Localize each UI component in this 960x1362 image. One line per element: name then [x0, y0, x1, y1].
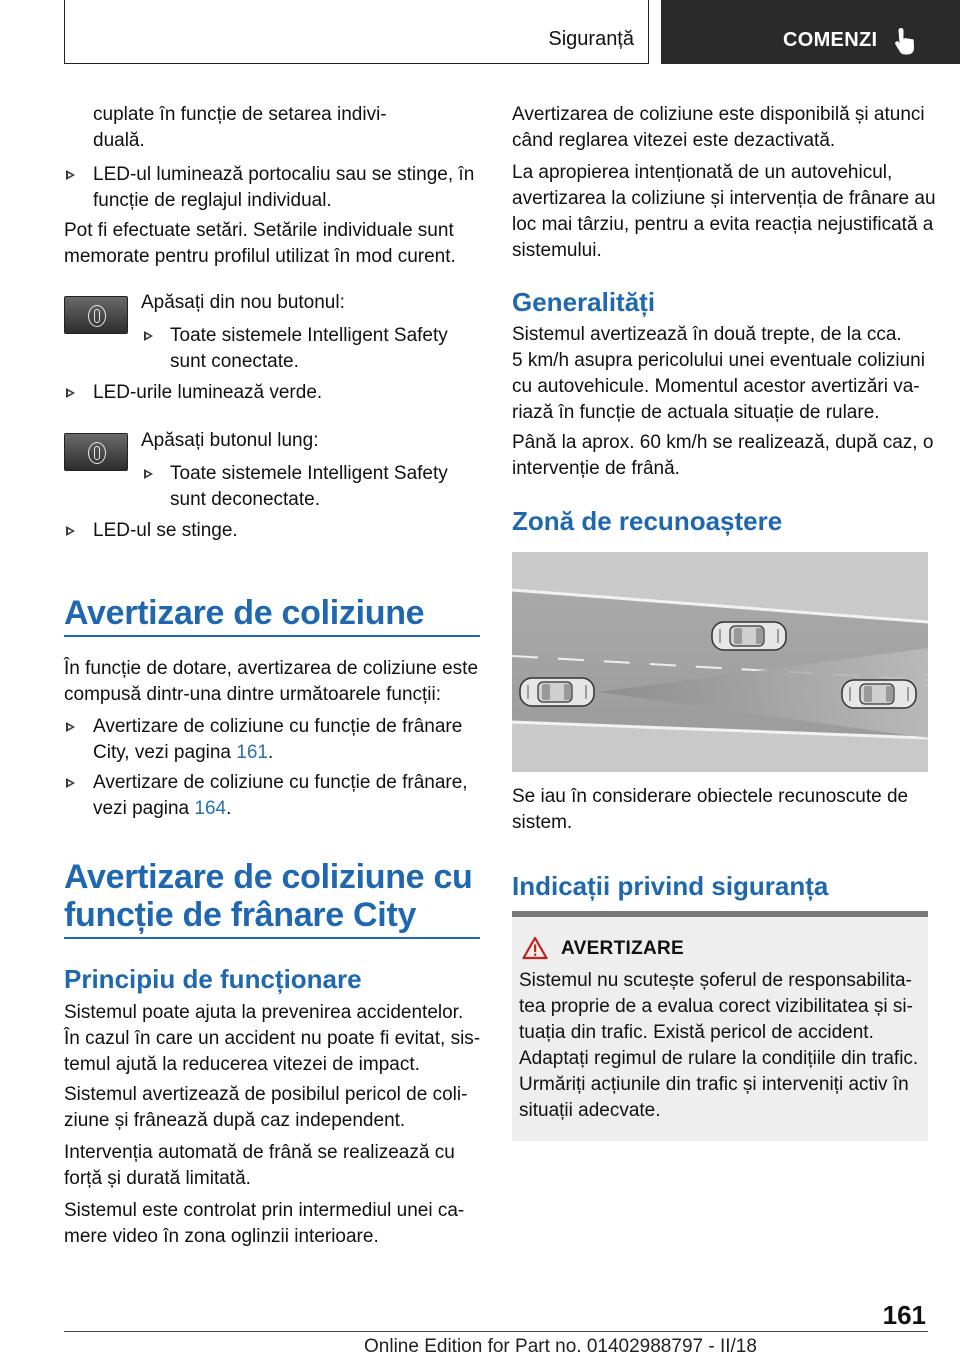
paragraph-availability: Avertizarea de coliziune este disponibilă și atunci când reglarea vitezei este dezactivată. — [512, 104, 925, 151]
heading-principle: Principiu de funcționare — [64, 964, 362, 994]
paragraph-settings: Pot fi efectuate setări. Setările individuale sunt memorate pentru profilul utilizat în mod curent. — [64, 220, 456, 267]
paragraph-principle-3: Intervenția automată de frână se realizează cu forță și durată limitată. — [64, 1142, 455, 1189]
bullet-led-orange: LED-ul luminează portocaliu sau se stinge, în funcție de reglajul individual. — [93, 164, 475, 211]
bullet-triangle-icon — [66, 722, 75, 732]
page-number: 161 — [882, 1300, 926, 1330]
page-link-161[interactable]: 161 — [236, 742, 268, 763]
bullet-led-green: LED-urile luminează verde. — [93, 382, 323, 403]
step-press-long: Apăsați butonul lung: — [141, 430, 319, 451]
paragraph-principle-1: Sistemul poate ajuta la prevenirea accidentelor. În cazul în care un accident nu poate fi evitat, sis- temul ajută la reducerea vitezei de impact. — [64, 1002, 481, 1075]
bullet-triangle-icon — [66, 170, 75, 180]
bullet-city-brake: Avertizare de coliziune cu funcție de frânare City, vezi pagina 161. — [93, 716, 463, 763]
heading-city-brake-line2: funcție de frânare City — [64, 896, 417, 934]
header-chapter-label: COMENZI — [783, 29, 878, 51]
bullet-systems-off: Toate sistemele Intelligent Safety sunt deconectate. — [170, 463, 448, 510]
step-press-again: Apăsați din nou butonul: — [141, 292, 345, 313]
bullet-systems-on: Toate sistemele Intelligent Safety sunt conectate. — [170, 325, 448, 372]
paragraph-approach: La apropierea intenționată de un autovehicul, avertizarea la coliziune și intervenția de frânare au loc mai târziu, pentru a evita reacția nejustificată a sistemului. — [512, 162, 936, 261]
bullet-brake: Avertizare de coliziune cu funcție de frânare, vezi pagina 164. — [93, 772, 468, 819]
intelligent-safety-button-image — [64, 433, 128, 471]
warning-triangle-icon — [522, 936, 548, 960]
heading-rule — [64, 635, 480, 637]
intelligent-safety-button-image — [64, 296, 128, 334]
intelligent-safety-icon — [88, 305, 106, 327]
heading-general: Generalități — [512, 287, 656, 317]
heading-safety-notes: Indicații privind siguranța — [512, 871, 829, 901]
footer-rule — [64, 1331, 928, 1332]
paragraph-detection-zone: Se iau în considerare obiectele recunoscute de sistem. — [512, 786, 909, 833]
page-link-164[interactable]: 164 — [194, 798, 227, 819]
warning-title: AVERTIZARE — [561, 938, 684, 959]
paragraph-principle-4: Sistemul este controlat prin intermediul unei ca- mere video în zona oglinzii interioare. — [64, 1200, 465, 1247]
bullet-triangle-icon — [66, 526, 75, 536]
heading-rule — [64, 937, 480, 939]
heading-collision-warning: Avertizare de coliziune — [64, 594, 425, 632]
hand-pointer-icon — [894, 26, 920, 56]
paragraph-principle-2: Sistemul avertizează de posibilul pericol de coli- ziune și frânează după caz independent. — [64, 1084, 468, 1131]
header-section-label: Siguranță — [548, 28, 634, 50]
bullet-led-off: LED-ul se stinge. — [93, 520, 238, 541]
paragraph-general-1: Sistemul avertizează în două trepte, de la cca. 5 km/h asupra pericolului unei eventuale coliziuni cu autovehicule. Momentul acestor avertizări va- riază în funcție de actuala situație de rulare. — [512, 324, 925, 423]
header-section-tab[interactable] — [64, 0, 649, 64]
paragraph-continued: cuplate în funcție de setarea indivi- duală. — [93, 104, 387, 151]
bullet-triangle-icon — [66, 388, 75, 398]
paragraph-general-2: Până la aprox. 60 km/h se realizează, după caz, o intervenție de frână. — [512, 432, 934, 479]
detection-zone-illustration — [512, 552, 928, 772]
warning-text: Sistemul nu scutește șoferul de responsabilita- tea proprie de a evalua corect vizibilitatea și si- tuația din trafic. Există pericol de accident. Adaptați regimul de rulare la condițiile din trafic. Urmăriți acțiunile din trafic și interveniți activ în situații adecvate. — [519, 970, 919, 1121]
heading-detection-zone: Zonă de recunoaștere — [512, 506, 783, 536]
bullet-triangle-icon — [144, 331, 153, 341]
bullet-triangle-icon — [66, 778, 75, 788]
heading-city-brake-line1: Avertizare de coliziune cu — [64, 858, 473, 896]
bullet-triangle-icon — [144, 469, 153, 479]
paragraph-collision: În funcție de dotare, avertizarea de coliziune este compusă dintr-una dintre următoarele funcții: — [64, 658, 479, 705]
road-scene-graphic — [512, 552, 928, 772]
intelligent-safety-icon — [88, 442, 106, 464]
footer-edition: Online Edition for Part no. 01402988797 - II/18 — [364, 1336, 757, 1357]
